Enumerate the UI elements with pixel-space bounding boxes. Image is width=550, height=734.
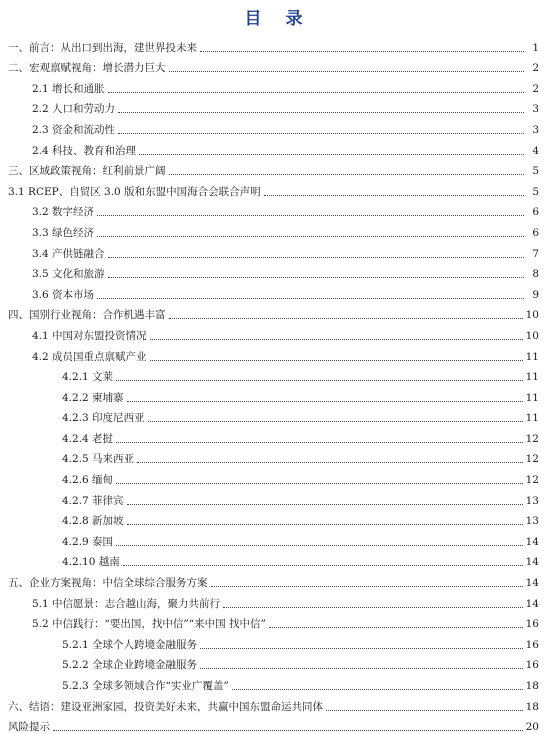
toc-page-number: 12 — [525, 474, 539, 487]
toc-entry[interactable] — [8, 714, 539, 734]
toc-entry[interactable] — [8, 405, 539, 426]
toc-entry-text: 5.2 中信践行：“要出国，找中信”“来中国 找中信” — [32, 618, 266, 631]
toc-entry-text: 4.2.4 老挝 — [62, 432, 114, 445]
toc-entry[interactable] — [8, 672, 539, 693]
toc-dot-leader — [169, 318, 523, 319]
toc-dot-leader — [123, 565, 523, 566]
toc-entry[interactable] — [8, 384, 539, 405]
toc-page-number: 8 — [532, 268, 539, 281]
toc-page-number: 1 — [532, 41, 539, 54]
toc-entry[interactable] — [8, 652, 539, 673]
toc-dot-leader — [150, 339, 523, 340]
toc-page-number: 13 — [525, 494, 539, 507]
toc-page-number: 10 — [525, 309, 539, 322]
toc-entry-text: 4.2.7 菲律宾 — [62, 494, 124, 507]
toc-page-number: 12 — [525, 453, 539, 466]
toc-entry[interactable] — [8, 240, 539, 261]
toc-entry[interactable] — [8, 137, 539, 158]
toc-entry-text: 风险提示 — [8, 721, 50, 734]
toc-page-number: 9 — [532, 288, 539, 301]
toc-dot-leader — [326, 710, 523, 711]
toc-page-number: 7 — [532, 247, 539, 260]
toc-entry[interactable] — [8, 96, 539, 117]
toc-page-number: 3 — [532, 103, 539, 116]
toc-page-number: 14 — [525, 535, 539, 548]
toc-dot-leader — [200, 668, 523, 669]
toc-entry[interactable] — [8, 281, 539, 302]
toc-dot-leader — [200, 648, 523, 649]
toc-dot-leader — [137, 462, 523, 463]
toc-entry[interactable] — [8, 158, 539, 179]
toc-page-number: 10 — [525, 329, 539, 342]
toc-page-number: 14 — [525, 577, 539, 590]
toc-dot-leader — [97, 298, 524, 299]
toc-page-number: 14 — [525, 597, 539, 610]
toc-page-number: 12 — [525, 432, 539, 445]
toc-dot-leader — [150, 360, 523, 361]
toc-entry-text: 4.2.9 泰国 — [62, 535, 114, 548]
toc-entry-text: 4.2.10 越南 — [62, 556, 120, 569]
toc-entry-text: 二、宏观禀赋视角：增长潜力巨大 — [8, 62, 166, 75]
toc-page-number: 18 — [525, 700, 539, 713]
toc-page-number: 18 — [525, 680, 539, 692]
toc-page-number: 11 — [525, 391, 539, 404]
toc-entry-text: 3.1 RCEP、自贸区 3.0 版和东盟中国海合会联合声明 — [8, 185, 261, 198]
toc-entry[interactable] — [8, 116, 539, 137]
toc-dot-leader — [232, 689, 523, 690]
toc-page-number: 5 — [532, 165, 539, 178]
toc-page-number: 16 — [525, 618, 539, 631]
toc-dot-leader — [127, 504, 523, 505]
toc-entry-text: 2.2 人口和劳动力 — [32, 103, 116, 116]
toc-entry[interactable] — [8, 631, 539, 652]
toc-entry[interactable] — [8, 693, 539, 714]
toc-entry[interactable] — [8, 590, 539, 611]
toc-dot-leader — [148, 421, 523, 422]
toc-entry[interactable] — [8, 219, 539, 240]
toc-entry-text: 4.2.6 缅甸 — [62, 474, 114, 487]
toc-page-number: 20 — [525, 721, 539, 734]
toc-dot-leader — [118, 112, 524, 113]
toc-entry-text: 4.1 中国对东盟投资情况 — [32, 329, 147, 342]
toc-dot-leader — [264, 195, 524, 196]
toc-entry[interactable] — [8, 549, 539, 570]
toc-page-number: 13 — [525, 515, 539, 528]
toc-page-number: 6 — [532, 226, 539, 239]
toc-entry-text: 5.2.2 全球企业跨境金融服务 — [62, 659, 198, 672]
toc-page-number: 11 — [525, 412, 539, 425]
toc-entry-text: 5.2.3 全球多领域合作“实业广覆盖” — [62, 680, 229, 692]
toc-dot-leader — [108, 277, 524, 278]
toc-dot-leader — [118, 133, 524, 134]
toc-entry-text: 2.3 资金和流动性 — [32, 123, 116, 136]
toc-entry-text: 3.6 资本市场 — [32, 288, 95, 301]
toc-entry-text: 5.1 中信愿景：志合越山海，聚力共前行 — [32, 597, 221, 610]
toc-page-number: 6 — [532, 206, 539, 219]
toc-dot-leader — [97, 236, 524, 237]
toc-entry[interactable] — [8, 508, 539, 529]
toc-page-number: 2 — [532, 82, 539, 95]
toc-page-number: 3 — [532, 123, 539, 136]
toc-entry-text: 4.2.8 新加坡 — [62, 515, 124, 528]
toc-dot-leader — [223, 607, 523, 608]
toc-dot-leader — [139, 154, 524, 155]
toc-page-number: 4 — [532, 144, 539, 157]
toc-dot-leader — [108, 92, 524, 93]
toc-entry[interactable] — [8, 322, 539, 343]
toc-title: 目 录 — [244, 9, 312, 29]
toc-list — [8, 34, 539, 734]
toc-dot-leader — [269, 627, 523, 628]
toc-entry-text: 五、企业方案视角：中信全球综合服务方案 — [8, 577, 208, 590]
toc-entry[interactable] — [8, 569, 539, 590]
toc-entry-text: 4.2 成员国重点禀赋产业 — [32, 350, 147, 363]
toc-page-number: 5 — [532, 185, 539, 198]
toc-dot-leader — [211, 586, 523, 587]
toc-dot-leader — [127, 401, 523, 402]
toc-entry[interactable] — [8, 343, 539, 364]
toc-entry[interactable] — [8, 364, 539, 385]
toc-dot-leader — [97, 215, 524, 216]
toc-page-number: 16 — [525, 638, 539, 651]
toc-entry-text: 2.1 增长和通胀 — [32, 82, 105, 95]
toc-entry-text: 六、结语：建设亚洲家园，投资美好未来，共赢中国东盟命运共同体 — [8, 700, 323, 713]
toc-page-number: 11 — [525, 371, 539, 384]
toc-dot-leader — [116, 545, 523, 546]
toc-entry-text: 3.3 绿色经济 — [32, 226, 95, 239]
toc-entry[interactable] — [8, 261, 539, 282]
toc-entry-text: 4.2.5 马来西亚 — [62, 453, 135, 466]
toc-page-number: 11 — [525, 350, 539, 363]
toc-dot-leader — [169, 174, 525, 175]
toc-entry[interactable] — [8, 425, 539, 446]
toc-entry[interactable] — [8, 446, 539, 467]
toc-entry-text: 4.2.2 柬埔寨 — [62, 391, 124, 404]
toc-entry[interactable] — [8, 611, 539, 632]
toc-entry-text: 2.4 科技、教育和治理 — [32, 144, 137, 157]
toc-entry[interactable] — [8, 466, 539, 487]
toc-entry[interactable] — [8, 487, 539, 508]
toc-entry-text: 3.5 文化和旅游 — [32, 268, 105, 281]
toc-dot-leader — [169, 71, 525, 72]
toc-entry[interactable] — [8, 55, 539, 76]
toc-dot-leader — [200, 51, 524, 52]
toc-entry-text: 四、国别行业视角：合作机遇丰富 — [8, 309, 166, 322]
toc-entry-text: 5.2.1 全球个人跨境金融服务 — [62, 638, 198, 651]
toc-entry-text: 一、前言：从出口到出海，建世界投未来 — [8, 41, 197, 54]
toc-page-number: 16 — [525, 659, 539, 672]
toc-entry[interactable] — [8, 528, 539, 549]
toc-entry[interactable] — [8, 34, 539, 55]
toc-entry[interactable] — [8, 75, 539, 96]
toc-dot-leader — [116, 380, 523, 381]
toc-entry[interactable] — [8, 178, 539, 199]
toc-entry-text: 4.2.1 文莱 — [62, 371, 114, 384]
toc-dot-leader — [116, 442, 523, 443]
toc-entry-text: 三、区域政策视角：红利前景广阔 — [8, 165, 166, 178]
toc-entry[interactable] — [8, 302, 539, 323]
toc-page-number: 14 — [525, 556, 539, 569]
toc-entry-text: 3.4 产供链融合 — [32, 247, 105, 260]
toc-dot-leader — [127, 524, 523, 525]
toc-entry-text: 3.2 数字经济 — [32, 206, 95, 219]
toc-dot-leader — [116, 483, 523, 484]
toc-page-number: 2 — [532, 62, 539, 75]
toc-entry[interactable] — [8, 199, 539, 220]
toc-dot-leader — [108, 257, 524, 258]
toc-dot-leader — [53, 730, 523, 731]
toc-entry-text: 4.2.3 印度尼西亚 — [62, 412, 145, 425]
